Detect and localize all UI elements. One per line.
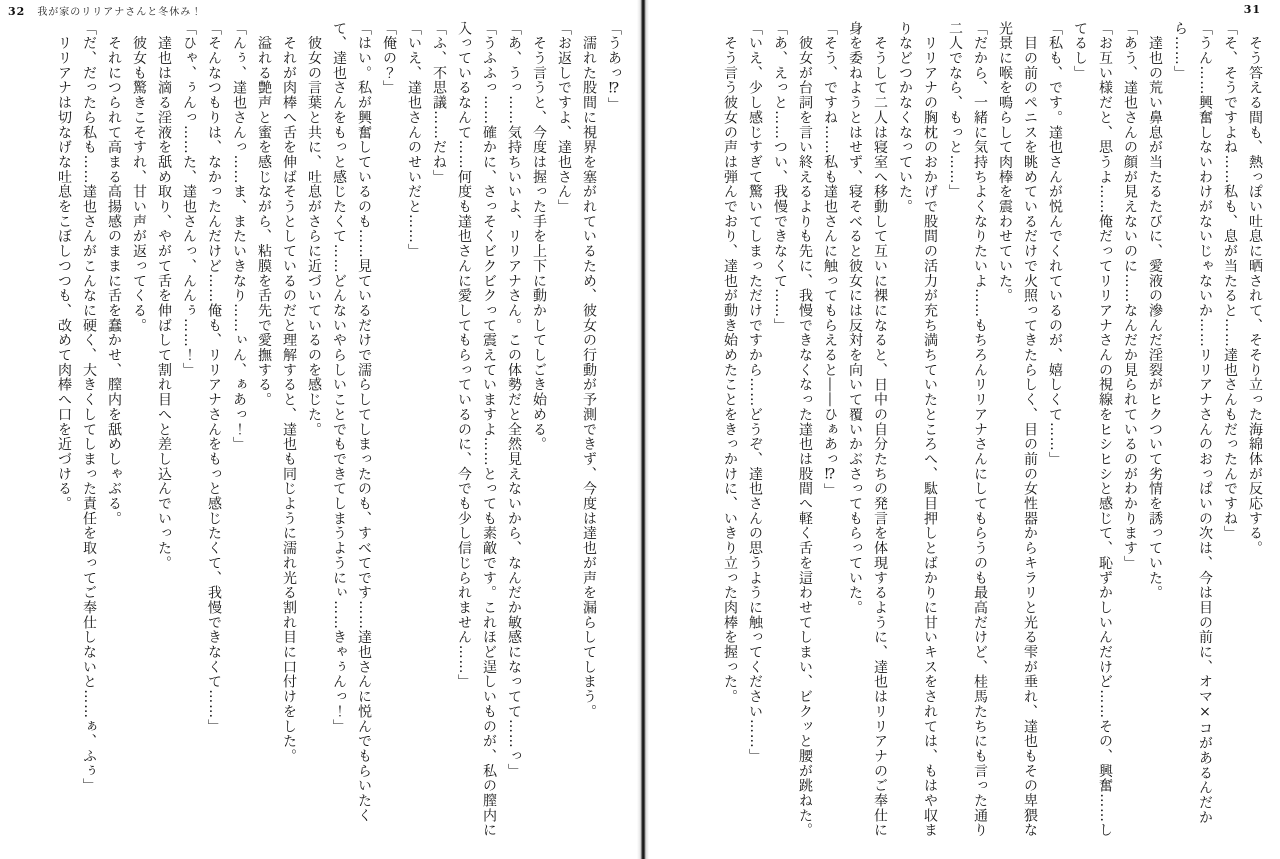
paragraph: 「はい。私が興奮しているのも……見ているだけで濡らしてしまったのも、すべてです……達也さんに悦んでもらいたくて、達也さんをもっと感じたくて……どんないやらしいことでもできてしまうようにぃ……きゃぅんっ！」 bbox=[331, 21, 372, 823]
paragraph: 彼女が台詞を言い終えるよりも先に、我慢できなくなった達也は股間へ軽く舌を這わせてしまい、ビクッと腰が跳ねた。 bbox=[797, 21, 813, 838]
paragraph: 「いえ、達也さんのせいだと……」 bbox=[406, 21, 422, 259]
paragraph: リリアナの胸枕のおかげで股間の活力が充ち満ちていたところへ、駄目押しとばかりに甘いキスをされては、もはや収まりなどつかなくなっていた。 bbox=[897, 21, 938, 838]
paragraph: 「そんなつもりは、なかったんだけど……俺も、リリアナさんをもっと感じたくて、我慢できなくて……」 bbox=[206, 21, 222, 734]
paragraph: リリアナは切なげな吐息をこぼしつつも、改めて肉棒へ口を近づける。 bbox=[56, 21, 72, 512]
paragraph: 彼女の言葉と共に、吐息がさらに近づいているのを感じた。 bbox=[306, 21, 322, 437]
page-text-right bbox=[660, 21, 1267, 841]
running-title: 我が家のリリアナさんと冬休み！ bbox=[37, 7, 203, 18]
paragraph: 「うふふっ……確かに、さっそくビクビクって震えていますよ……とっても素敵です。これほど逞しいものが、私の膣内に入っているなんて……何度も達也さんに愛してもらっているのに、今でも少し信じられません……」 bbox=[456, 21, 497, 838]
paragraph: 「あ、えっと……つい、我慢できなくて……」 bbox=[772, 21, 788, 333]
paragraph: 「俺の？」 bbox=[381, 21, 397, 96]
paragraph: 「ふ、不思議……だね」 bbox=[431, 21, 447, 185]
paragraph: 「だから、一緒に気持ちよくなりたいよ……もちろんリリアナさんにしてもらうのも最高だけど、桂馬たちにも言った通り二人でなら、もっと……」 bbox=[947, 21, 988, 838]
paragraph: 「そう、ですね……私も達也さんに触ってもらえると――ひぁあっ⁉」 bbox=[822, 21, 838, 499]
paragraph: 彼女も驚きこそすれ、甘い声が返ってくる。 bbox=[131, 21, 147, 333]
paragraph: そうして二人は寝室へ移動して互いに裸になると、日中の自分たちの発言を体現するように、達也はリリアナのご奉仕に身を委ねようとはせず、寝そべると彼女には反対を向いて覆いかぶさってもらっていた。 bbox=[847, 21, 888, 838]
page-number-right: 31 bbox=[1243, 3, 1261, 16]
running-head bbox=[8, 3, 202, 18]
page-text-left bbox=[24, 21, 626, 841]
paragraph: 濡れた股間に視界を塞がれているため、彼女の行動が予測できず、今度は達也が声を漏らしてしまう。 bbox=[581, 21, 597, 719]
page-right bbox=[640, 0, 1280, 859]
paragraph: 「お互い様だと、思うよ……俺だってリリアナさんの視線をヒシヒシと感じて、恥ずかしいんだけど……その、興奮……してるし」 bbox=[1072, 21, 1113, 838]
paragraph: 「うん……興奮しないわけがないじゃないか……リリアナさんのおっぱいの次は、今は目の前に、オマ×コがあるんだから……」 bbox=[1172, 21, 1213, 825]
page-number-left: 32 bbox=[8, 5, 26, 18]
paragraph: 「あ、うっ……気持ちいいよ、リリアナさん。この体勢だと全然見えないから、なんだか敏感になってて……っ」 bbox=[506, 21, 522, 779]
paragraph: そう答える間も、熱っぽい吐息に晒されて、そそり立った海綿体が反応する。 bbox=[1247, 21, 1263, 556]
paragraph: それが肉棒へ舌を伸ばそうとしているのだと理解すると、達也も同じように濡れ光る割れ目に口付けをした。 bbox=[281, 21, 297, 764]
paragraph: 達也は滴る淫液を舐め取り、やがて舌を伸ばして割れ目へと差し込んでいった。 bbox=[156, 21, 172, 571]
paragraph: 「ひゃ、ぅんっ……た、達也さんっ、んんぅ……！」 bbox=[181, 21, 197, 378]
paragraph: 達也の荒い鼻息が当たるたびに、愛液の滲んだ淫裂がヒクついて劣情を誘っていた。 bbox=[1147, 21, 1163, 601]
paragraph: そう言う彼女の声は弾んでおり、達也が動き始めたことをきっかけに、いきり立った肉棒を握った。 bbox=[722, 21, 738, 705]
paragraph: 「だ、だったら私も……達也さんがこんなに硬く、大きくしてしまった責任を取ってご奉仕しないと……ぁ、ふぅ」 bbox=[81, 21, 97, 794]
paragraph: 溢れる艶声と蜜を感じながら、粘膜を舌先で愛撫する。 bbox=[256, 21, 272, 408]
paragraph: 「私も、です。達也さんが悦んでくれているのが、嬉しくて……」 bbox=[1047, 21, 1063, 467]
paragraph: 「んぅ、達也さんっ……ま、またいきなり……ぃん、ぁあっ！」 bbox=[231, 21, 247, 452]
paragraph: それにつられて高まる高揚感のままに舌を蠢かせ、膣内を舐めしゃぶる。 bbox=[106, 21, 122, 526]
paragraph: 目の前のペニスを眺めているだけで火照ってきたらしく、目の前の女性器からキラリと光る雫が垂れ、達也もその卑猥な光景に喉を鳴らして肉棒を震わせていた。 bbox=[997, 21, 1038, 838]
paragraph: 「うあっ⁉」 bbox=[606, 21, 622, 113]
paragraph: 「あう、達也さんの顔が見えないのに……なんだか見られているのがわかります」 bbox=[1122, 21, 1138, 571]
paragraph: 「お返しですよ、達也さん」 bbox=[556, 21, 572, 215]
paragraph: 「そ、そうですよね……私も、息が当たると……達也さんもだったんですね」 bbox=[1222, 21, 1238, 541]
paragraph: そう言うと、今度は握った手を上下に動かしてしごき始める。 bbox=[531, 21, 547, 452]
paragraph: 「いえ、少し感じすぎて驚いてしまっただけですから……どうぞ、達也さんの思うように触ってください……」 bbox=[747, 21, 763, 764]
